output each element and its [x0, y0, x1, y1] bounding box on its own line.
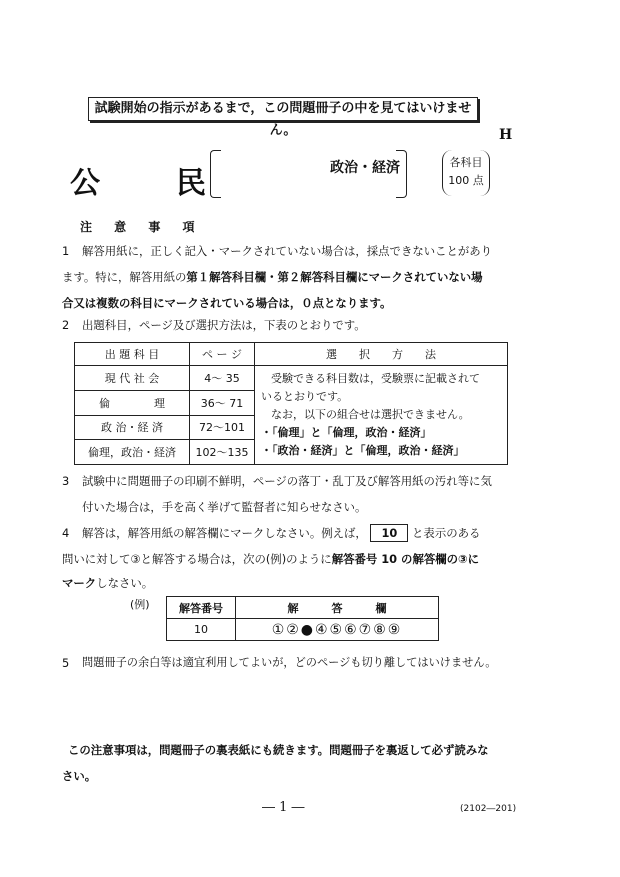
note-number: 1 — [62, 244, 70, 258]
note-1-line-2 — [62, 264, 532, 290]
example-answer-table — [166, 596, 439, 641]
exam-code: (2102―201) — [460, 804, 517, 814]
method-line-5: ・「政治・経済」と「倫理，政治・経済」 — [261, 444, 465, 457]
example-header-number: 解答番号 — [167, 597, 236, 619]
title-char-1: 公 — [70, 166, 100, 201]
method-line-3: なお，以下の組合せは選択できません。 — [271, 408, 470, 421]
title-char-2: 民 — [176, 166, 206, 201]
page-number: ― 1 ― — [262, 800, 305, 815]
subject-table — [74, 342, 508, 465]
note-2-text: 出題科目，ページ及び選択方法は，下表のとおりです。 — [82, 318, 366, 332]
method-line-2: いるとおりです。 — [261, 390, 349, 403]
points-line-1: 各科目 — [449, 156, 483, 169]
note-4-text-c: 問いに対して③と解答する場合は，次の(例)のように — [62, 552, 332, 566]
table-cell-pages: 4～ 35 — [190, 366, 255, 391]
note-4-line-1 — [62, 520, 532, 546]
table-cell-method — [255, 366, 508, 465]
table-cell-pages: 102～135 — [190, 440, 255, 465]
note-4-line-3 — [62, 570, 532, 596]
table-row — [75, 366, 508, 391]
table-cell-subject: 現 代 社 会 — [75, 366, 190, 391]
note-4 — [62, 520, 532, 546]
table-cell-subject: 倫 理 — [75, 390, 190, 415]
footer-note — [62, 737, 532, 789]
note-4-text-d: しなさい。 — [96, 576, 154, 590]
notice-box: 試験開始の指示があるまで，この問題冊子の中を見てはいけません。 — [88, 97, 478, 121]
points-line-2: 100 点 — [448, 174, 484, 187]
table-cell-pages: 72～101 — [190, 415, 255, 440]
table-cell-subject: 政 治・経 済 — [75, 415, 190, 440]
method-line-1: 受験できる科目数は，受験票に記載されて — [271, 372, 480, 385]
table-header-subject: 出 題 科 目 — [75, 343, 190, 366]
method-line-4: ・「倫理」と「倫理，政治・経済」 — [261, 426, 432, 439]
footer-note-line-1: この注意事項は，問題冊子の裏表紙にも続きます。問題冊子を裏返して必ず読みな — [68, 743, 489, 757]
note-3 — [62, 468, 532, 494]
note-1-text: ます。特に，解答用紙の — [62, 270, 187, 284]
example-answer-bubbles: ①②●④⑤⑥⑦⑧⑨ — [236, 619, 439, 641]
title-bracket-left — [210, 150, 221, 198]
table-header-method: 選 択 方 法 — [255, 343, 508, 366]
example-answer-number: 10 — [167, 619, 236, 641]
note-3-line-2-text: 付いた場合は，手を高く挙げて監督者に知らせなさい。 — [82, 500, 367, 514]
note-5-text: 問題冊子の余白等は適宜利用してよいが，どのページも切り離してはいけません。 — [82, 656, 497, 669]
note-4-text-b: と表示のある — [412, 526, 481, 540]
notes-heading: 注 意 事 項 — [80, 220, 204, 234]
table-header-pages: ペ ー ジ — [190, 343, 255, 366]
note-3-line-1: 試験中に問題冊子の印刷不鮮明，ページの落丁・乱丁及び解答用紙の汚れ等に気 — [82, 474, 492, 488]
subject-name: 政治・経済 — [330, 160, 400, 176]
note-4-emphasis-2: マーク — [62, 576, 97, 590]
note-3-line-2 — [62, 494, 532, 520]
note-1-line-3: 合又は複数の科目にマークされている場合は，０点となります。 — [62, 296, 392, 310]
note-5 — [62, 650, 542, 676]
note-number: 5 — [62, 656, 70, 670]
title-bracket-right — [396, 150, 407, 198]
points-box — [442, 150, 490, 196]
note-1-emphasis: 第１解答科目欄・第２解答科目欄にマークされていない場 — [186, 270, 483, 284]
variant-label: H — [499, 127, 513, 143]
note-1-line-1: 解答用紙に，正しく記入・マークされていない場合は，採点できないことがあり — [82, 244, 493, 258]
note-4-emphasis: 解答番号 10 の解答欄の③に — [331, 552, 480, 566]
note-1 — [62, 238, 532, 264]
example-label: (例) — [130, 598, 150, 611]
footer-note-line-2: さい。 — [62, 769, 97, 783]
note-2 — [62, 312, 532, 338]
note-4-text-a: 解答は，解答用紙の解答欄にマークしなさい。例えば， — [82, 526, 367, 540]
example-header-answer: 解 答 欄 — [236, 597, 439, 619]
question-number-box: 10 — [370, 524, 408, 542]
note-number: 2 — [62, 318, 70, 332]
table-row — [167, 619, 439, 641]
table-cell-pages: 36～ 71 — [190, 390, 255, 415]
note-number: 4 — [62, 526, 70, 540]
note-number: 3 — [62, 474, 70, 488]
note-4-line-2 — [62, 546, 532, 572]
table-cell-subject: 倫理，政治・経済 — [75, 440, 190, 465]
